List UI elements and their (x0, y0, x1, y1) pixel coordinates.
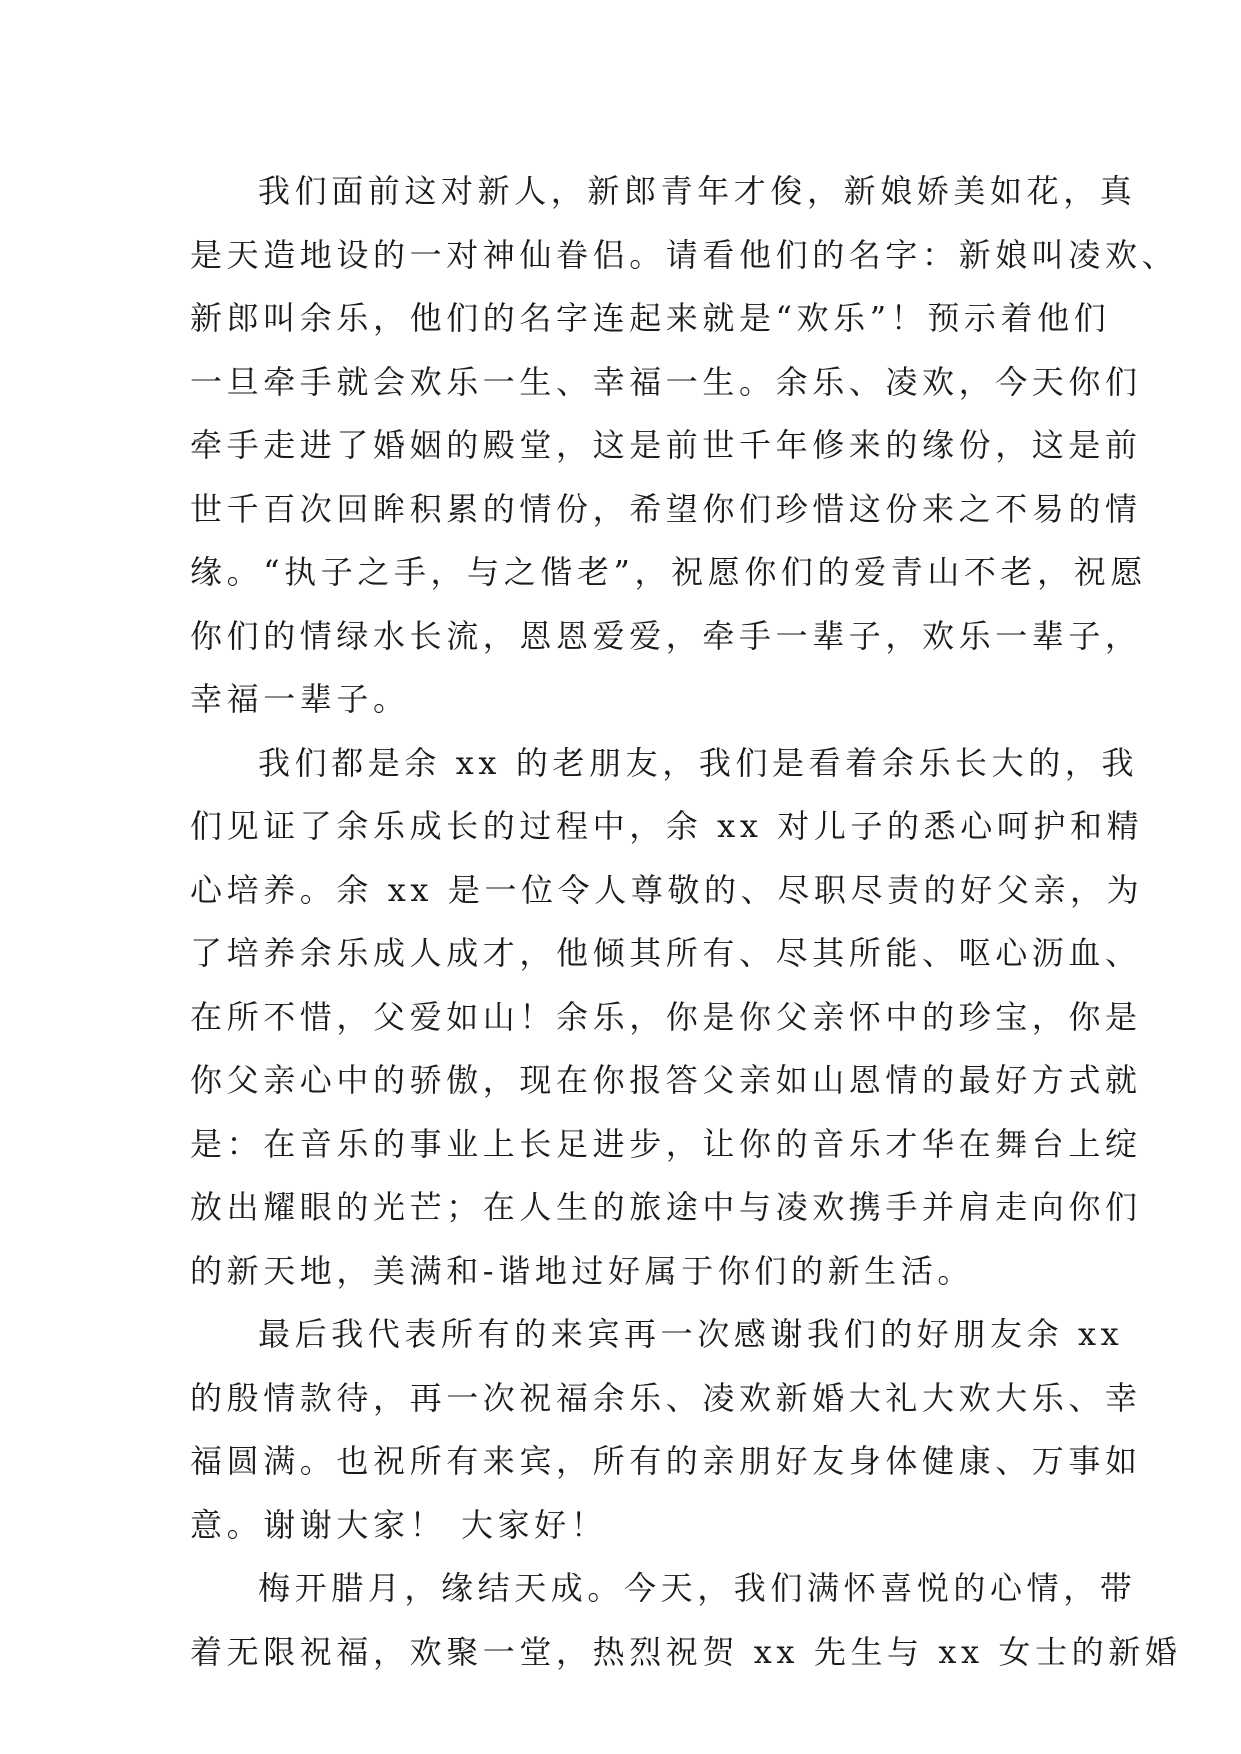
text-line: 幸福一辈子。 (190, 680, 410, 718)
text-line: 们见证了余乐成长的过程中，余 xx 对儿子的悉心呵护和精 (190, 807, 1144, 845)
document-body (190, 160, 1182, 1684)
text-line: 新郎叫余乐，他们的名字连起来就是“欢乐”！预示着他们 (190, 299, 1111, 337)
text-line: 梅开腊月，缘结天成。今天，我们满怀喜悦的心情，带 (258, 1569, 1137, 1607)
text-line: 最后我代表所有的来宾再一次感谢我们的好朋友余 xx (258, 1315, 1124, 1353)
text-line: 心培养。余 xx 是一位令人尊敬的、尽职尽责的好父亲，为 (190, 870, 1144, 909)
text-line: 了培养余乐成人成才，他倾其所有、尽其所能、呕心沥血、 (190, 934, 1142, 972)
text-line: 是：在音乐的事业上长足进步，让你的音乐才华在舞台上绽 (190, 1124, 1142, 1163)
text-line: 我们都是余 xx 的老朋友，我们是看着余乐长大的，我 (258, 743, 1139, 782)
text-line: 一旦牵手就会欢乐一生、幸福一生。余乐、凌欢，今天你们 (190, 362, 1142, 401)
text-line: 在所不惜，父爱如山！余乐，你是你父亲怀中的珍宝，你是 (190, 997, 1142, 1036)
paragraph-4 (190, 1557, 1182, 1684)
text-line: 世千百次回眸积累的情份，希望你们珍惜这份来之不易的情 (190, 489, 1142, 528)
text-line: 的殷情款待，再一次祝福余乐、凌欢新婚大礼大欢大乐、幸 (190, 1378, 1142, 1417)
paragraph-2 (190, 732, 1144, 1304)
paragraph-3 (190, 1303, 1142, 1557)
text-line: 福圆满。也祝所有来宾，所有的亲朋好友身体健康、万事如 (190, 1442, 1142, 1480)
text-line: 缘。“执子之手，与之偕老”，祝愿你们的爱青山不老，祝愿 (190, 553, 1147, 591)
text-line: 你们的情绿水长流，恩恩爱爱，牵手一辈子，欢乐一辈子， (190, 616, 1142, 655)
paragraph-1 (190, 160, 1179, 732)
text-line: 你父亲心中的骄傲，现在你报答父亲如山恩情的最好方式就 (190, 1061, 1142, 1099)
text-line: 意。谢谢大家！ 大家好！ (190, 1505, 608, 1544)
text-line: 牵手走进了婚姻的殿堂，这是前世千年修来的缘份，这是前 (190, 426, 1142, 464)
text-line: 我们面前这对新人，新郎青年才俊，新娘娇美如花，真 (258, 172, 1137, 210)
text-line: 是天造地设的一对神仙眷侣。请看他们的名字：新娘叫凌欢、 (190, 235, 1179, 274)
text-line: 的新天地，美满和-谐地过好属于你们的新生活。 (190, 1251, 975, 1290)
text-line: 着无限祝福，欢聚一堂，热烈祝贺 xx 先生与 xx 女士的新婚 (190, 1632, 1182, 1671)
text-line: 放出耀眼的光芒；在人生的旅途中与凌欢携手并肩走向你们 (190, 1188, 1142, 1226)
